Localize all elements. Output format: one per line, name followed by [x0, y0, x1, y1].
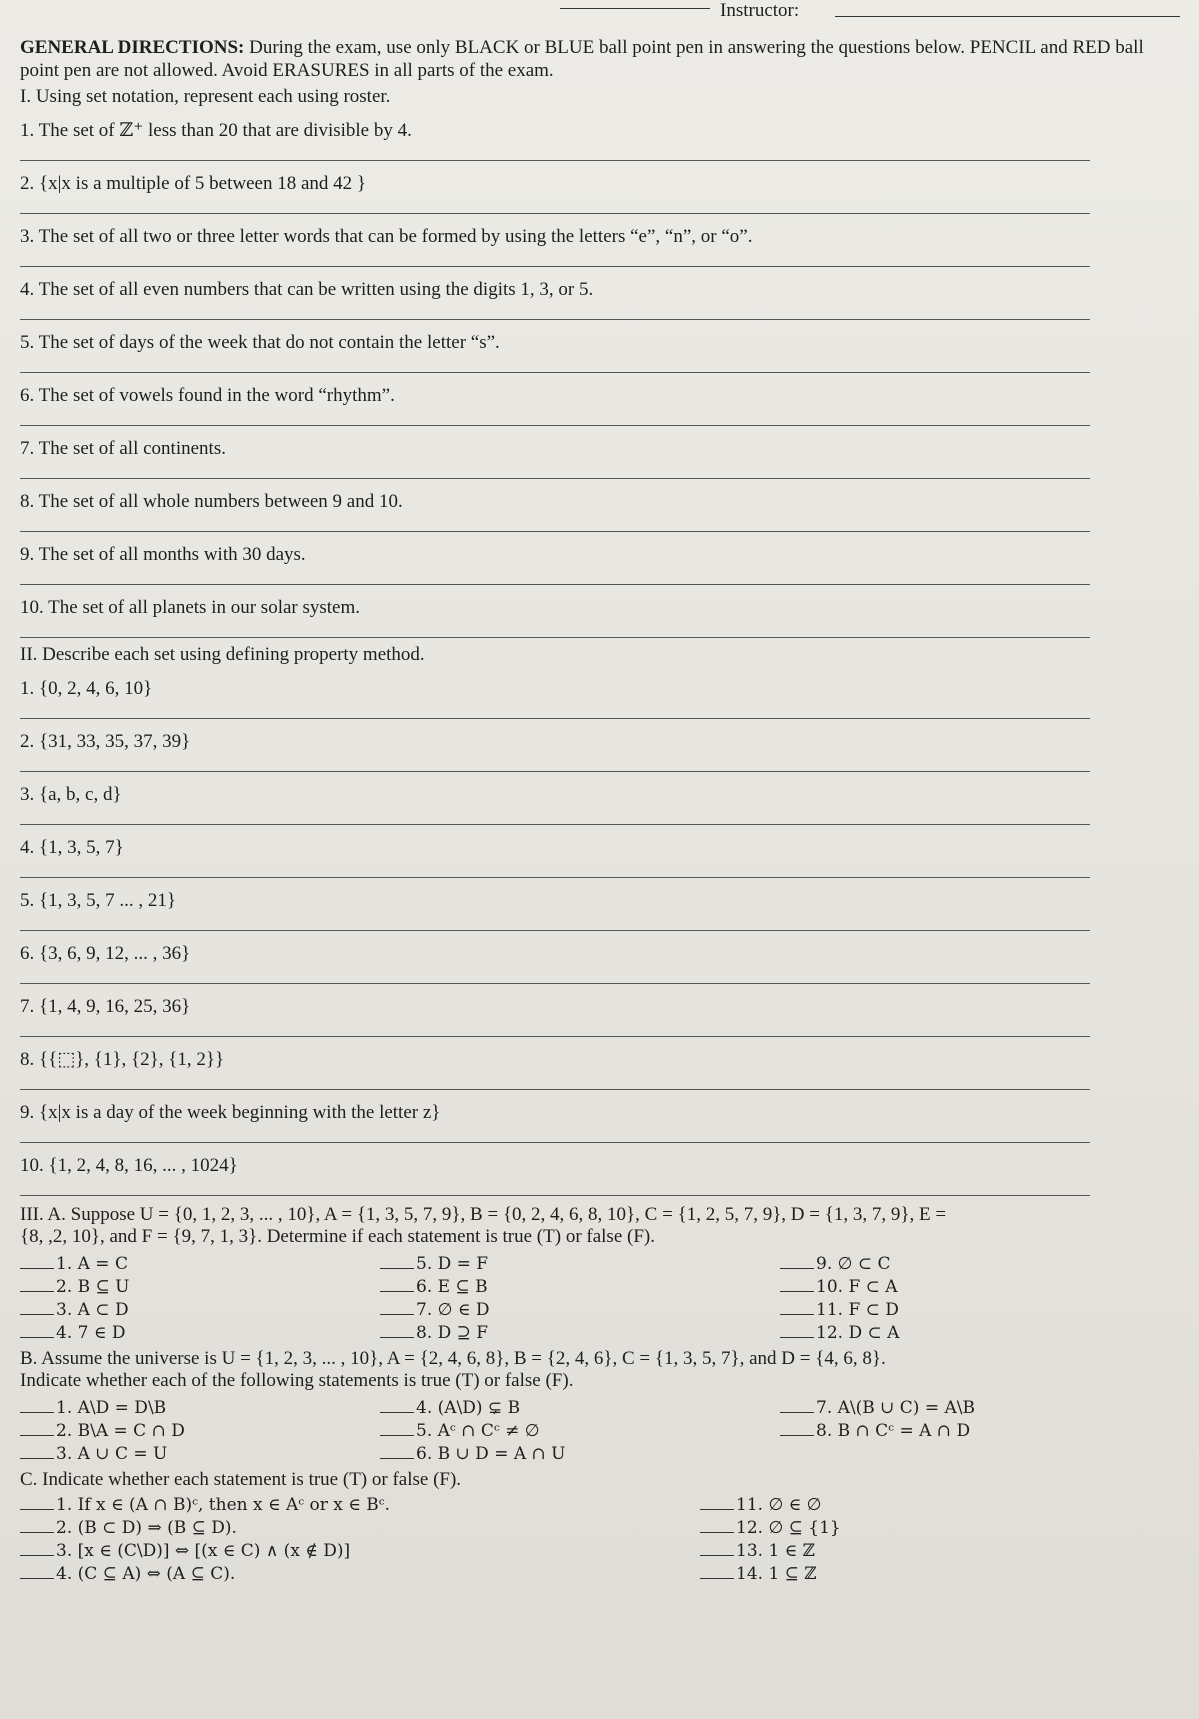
tf-item [20, 1539, 700, 1562]
tf-item [20, 1298, 380, 1321]
answer-blank[interactable] [380, 1323, 414, 1338]
answer-line[interactable] [20, 912, 1090, 931]
answer-blank[interactable] [380, 1254, 414, 1269]
answer-line[interactable] [20, 566, 1090, 585]
answer-blank[interactable] [20, 1300, 54, 1315]
exam-content [20, 36, 1180, 1585]
header-blank-line [560, 8, 710, 9]
answer-blank[interactable] [700, 1518, 734, 1533]
tf-item [780, 1252, 1160, 1275]
question-text: 9. The set of all months with 30 days. [20, 544, 306, 565]
question-text: 3. The set of all two or three letter words that can be formed by using the letters “e”, “n”, or “o”. [20, 226, 753, 247]
tf-statement: 1. A\D = D\B [56, 1398, 167, 1418]
tf-item [20, 1562, 700, 1585]
tf-statement: 3. [x ∈ (C\D)] ⇔ [(x ∈ C) ∧ (x ∉ D)] [56, 1541, 351, 1561]
tf-statement: 2. B ⊆ U [56, 1277, 130, 1297]
question-text: 7. {1, 4, 9, 16, 25, 36} [20, 996, 191, 1017]
answer-line[interactable] [20, 354, 1090, 373]
part3a-items [20, 1252, 1180, 1344]
tf-item [380, 1252, 780, 1275]
answer-blank[interactable] [20, 1495, 54, 1510]
tf-statement: 11. ∅ ∈ ∅ [736, 1495, 822, 1515]
answer-line[interactable] [20, 407, 1090, 426]
tf-item [780, 1396, 1160, 1419]
tf-statement: 10. F ⊂ A [816, 1277, 898, 1297]
part3c-section [20, 1469, 1180, 1585]
part2-section [20, 644, 1180, 1196]
question-text: 1. {0, 2, 4, 6, 10} [20, 678, 153, 699]
tf-statement: 14. 1 ⊆ ℤ [736, 1564, 817, 1584]
answer-blank[interactable] [780, 1323, 814, 1338]
question-text: 10. The set of all planets in our solar system. [20, 597, 361, 618]
answer-line[interactable] [20, 619, 1090, 638]
tf-statement: 7. A\(B ∪ C) = A\B [816, 1398, 975, 1418]
tf-statement: 9. ∅ ⊂ C [816, 1254, 891, 1274]
tf-statement: 8. B ∩ Cᶜ = A ∩ D [816, 1421, 971, 1441]
general-directions-label: GENERAL DIRECTIONS: [20, 37, 245, 58]
tf-item [20, 1275, 380, 1298]
tf-item [700, 1516, 1160, 1539]
tf-statement: 12. D ⊂ A [816, 1323, 900, 1343]
tf-item [780, 1321, 1160, 1344]
tf-item [380, 1321, 780, 1344]
question-text: 4. The set of all even numbers that can be written using the digits 1, 3, or 5. [20, 279, 594, 300]
tf-item [20, 1321, 380, 1344]
tf-statement: 4. (C ⊆ A) ⇔ (A ⊆ C). [56, 1564, 236, 1584]
question-text: 5. {1, 3, 5, 7 ... , 21} [20, 890, 176, 911]
part3a-intro-line2: {8, ,2, 10}, and F = {9, 7, 1, 3}. Determine if each statement is true (T) or false (F). [20, 1226, 655, 1247]
tf-item [20, 1252, 380, 1275]
question-text: 6. {3, 6, 9, 12, ... , 36} [20, 943, 191, 964]
answer-blank[interactable] [780, 1300, 814, 1315]
question-text: 5. The set of days of the week that do not contain the letter “s”. [20, 332, 500, 353]
answer-line[interactable] [20, 142, 1090, 161]
tf-statement: 12. ∅ ⊆ {1} [736, 1518, 841, 1538]
part3a-intro-line1: III. A. Suppose U = {0, 1, 2, 3, ... , 10}, A = {1, 3, 5, 7, 9}, B = {0, 2, 4, 6, 8, 10}, C = {1, 2, 5, 7, 9}, D = {1, 3, 7, 9}, E = [20, 1204, 947, 1225]
question-text: 2. {31, 33, 35, 37, 39} [20, 731, 191, 752]
question-text: 2. {x|x is a multiple of 5 between 18 and 42 } [20, 173, 367, 194]
tf-statement: 13. 1 ∈ ℤ [736, 1541, 816, 1561]
answer-blank[interactable] [20, 1277, 54, 1292]
answer-blank[interactable] [20, 1564, 54, 1579]
part1-heading: I. Using set notation, represent each using roster. [20, 86, 391, 107]
part3c-heading: C. Indicate whether each statement is true (T) or false (F). [20, 1469, 462, 1490]
instructor-label: Instructor: [720, 0, 800, 21]
answer-blank[interactable] [20, 1444, 54, 1459]
question-text: 1. The set of ℤ⁺ less than 20 that are divisible by 4. [20, 120, 412, 141]
answer-blank[interactable] [780, 1277, 814, 1292]
answer-blank[interactable] [20, 1518, 54, 1533]
answer-blank[interactable] [700, 1495, 734, 1510]
tf-item [20, 1516, 700, 1539]
tf-statement: 7. ∅ ∈ D [416, 1300, 490, 1320]
tf-item [380, 1419, 780, 1442]
tf-statement: 1. If x ∈ (A ∩ B)ᶜ, then x ∈ Aᶜ or x ∈ Bᶜ. [56, 1495, 391, 1515]
answer-line[interactable] [20, 513, 1090, 532]
question-text: 7. The set of all continents. [20, 438, 226, 459]
tf-item [380, 1298, 780, 1321]
tf-item [20, 1493, 700, 1516]
general-directions [20, 36, 1180, 82]
answer-blank[interactable] [780, 1398, 814, 1413]
answer-line[interactable] [20, 1018, 1090, 1037]
answer-line[interactable] [20, 1071, 1090, 1090]
tf-item [380, 1396, 780, 1419]
general-directions-text: During the exam, use only BLACK or BLUE ball point pen in answering the questions below. PENCIL and RED ball point pen are not allowed. Avoid ERASURES in all parts of the exam. [20, 37, 1144, 81]
question-text: 10. {1, 2, 4, 8, 16, ... , 1024} [20, 1155, 238, 1176]
answer-blank[interactable] [20, 1421, 54, 1436]
tf-item [700, 1562, 1160, 1585]
tf-statement: 11. F ⊂ D [816, 1300, 899, 1320]
answer-blank[interactable] [20, 1254, 54, 1269]
tf-statement: 3. A ∪ C = U [56, 1444, 168, 1464]
tf-statement: 5. D = F [416, 1254, 489, 1274]
answer-line[interactable] [20, 195, 1090, 214]
part1-items [20, 120, 1180, 638]
answer-blank[interactable] [380, 1421, 414, 1436]
answer-blank[interactable] [20, 1398, 54, 1413]
tf-statement: 6. B ∪ D = A ∩ U [416, 1444, 566, 1464]
tf-item [780, 1419, 1160, 1442]
tf-statement: 4. (A\D) ⊊ B [416, 1398, 521, 1418]
answer-blank[interactable] [700, 1541, 734, 1556]
question-text: 4. {1, 3, 5, 7} [20, 837, 124, 858]
answer-line[interactable] [20, 806, 1090, 825]
question-text: 9. {x|x is a day of the week beginning with the letter z} [20, 1102, 441, 1123]
question-text: 6. The set of vowels found in the word “rhythm”. [20, 385, 395, 406]
tf-item [780, 1298, 1160, 1321]
tf-statement: 2. (B ⊂ D) ⇒ (B ⊆ D). [56, 1518, 237, 1538]
tf-item [700, 1539, 1160, 1562]
tf-statement: 5. Aᶜ ∩ Cᶜ ≠ ∅ [416, 1421, 540, 1441]
tf-statement: 2. B\A = C ∩ D [56, 1421, 185, 1441]
part3a-section [20, 1204, 1180, 1344]
answer-line[interactable] [20, 753, 1090, 772]
part3b-section [20, 1348, 1180, 1465]
tf-item [780, 1275, 1160, 1298]
question-text: 8. The set of all whole numbers between 9 and 10. [20, 491, 403, 512]
answer-line[interactable] [20, 1124, 1090, 1143]
answer-blank[interactable] [380, 1398, 414, 1413]
answer-blank[interactable] [780, 1254, 814, 1269]
part3b-instruction: Indicate whether each of the following statements is true (T) or false (F). [20, 1370, 574, 1391]
answer-line[interactable] [20, 248, 1090, 267]
answer-blank[interactable] [20, 1541, 54, 1556]
part1-section [20, 86, 1180, 638]
answer-blank[interactable] [700, 1564, 734, 1579]
question-text: 3. {a, b, c, d} [20, 784, 122, 805]
tf-item [700, 1493, 1160, 1516]
tf-item [780, 1442, 1160, 1465]
instructor-blank-line [835, 16, 1180, 17]
tf-statement: 8. D ⊇ F [416, 1323, 489, 1343]
answer-line[interactable] [20, 859, 1090, 878]
tf-item [20, 1442, 380, 1465]
answer-blank[interactable] [380, 1444, 414, 1459]
tf-statement: 1. A = C [56, 1254, 128, 1274]
part3b-intro: B. Assume the universe is U = {1, 2, 3, ... , 10}, A = {2, 4, 6, 8}, B = {2, 4, 6}, C = {1, 3, 5, 7}, and D = {4, 6, 8}. [20, 1348, 886, 1369]
answer-line[interactable] [20, 460, 1090, 479]
answer-blank[interactable] [780, 1421, 814, 1436]
tf-item [380, 1442, 780, 1465]
question-text: 8. {{⬚}, {1}, {2}, {1, 2}} [20, 1049, 225, 1070]
tf-statement: 3. A ⊂ D [56, 1300, 129, 1320]
answer-line[interactable] [20, 1177, 1090, 1196]
tf-statement: 6. E ⊆ B [416, 1277, 488, 1297]
tf-item [20, 1419, 380, 1442]
answer-line[interactable] [20, 700, 1090, 719]
answer-blank[interactable] [380, 1300, 414, 1315]
part3c-items [20, 1493, 1180, 1585]
tf-item [380, 1275, 780, 1298]
answer-line[interactable] [20, 301, 1090, 320]
part2-items [20, 678, 1180, 1196]
tf-statement: 4. 7 ∈ D [56, 1323, 126, 1343]
answer-blank[interactable] [380, 1277, 414, 1292]
answer-line[interactable] [20, 965, 1090, 984]
tf-item [20, 1396, 380, 1419]
part3b-items [20, 1396, 1180, 1465]
answer-blank[interactable] [20, 1323, 54, 1338]
part2-heading: II. Describe each set using defining property method. [20, 644, 425, 665]
